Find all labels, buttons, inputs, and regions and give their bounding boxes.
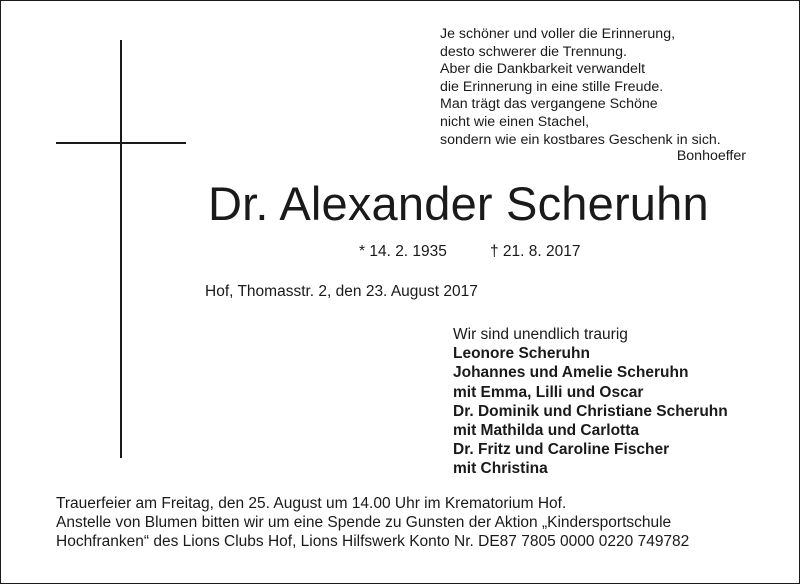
quote-block	[440, 26, 770, 149]
quote-line: nicht wie einen Stachel,	[440, 113, 590, 130]
mourner-line: Dr. Fritz und Caroline Fischer	[453, 441, 670, 459]
quote-line: die Erinnerung in eine stille Freude.	[440, 78, 664, 95]
quote-line: Je schöner und voller die Erinnerung,	[440, 26, 676, 42]
birth-date: * 14. 2. 1935	[359, 243, 447, 260]
mourner-line: Dr. Dominik und Christiane Scheruhn	[453, 402, 728, 420]
mourner-line: mit Mathilda und Carlotta	[453, 422, 639, 440]
funeral-info: Trauerfeier am Freitag, den 25. August um 14.00 Uhr im Krematorium Hof.	[56, 495, 567, 512]
donation-info: Anstelle von Blumen bitten wir um eine Spende zu Gunsten der Aktion „Kindersportschule	[56, 514, 672, 532]
footer-block	[56, 494, 776, 552]
quote-author: Bonhoeffer	[676, 148, 746, 164]
quote-line: sondern wie ein kostbares Geschenk in sich.	[440, 131, 721, 148]
cross-icon	[120, 40, 122, 458]
quote-line: Aber die Dankbarkeit verwandelt	[440, 61, 646, 78]
mourner-line: mit Christina	[453, 460, 548, 478]
mourners-block	[453, 325, 728, 479]
donation-account: Hochfranken“ des Lions Clubs Hof, Lions Hilfswerk Konto Nr. DE87 7805 0000 0220 749782	[56, 533, 690, 551]
quote-line: desto schwerer die Trennung.	[440, 43, 627, 60]
mourners-intro: Wir sind unendlich traurig	[453, 326, 628, 343]
mourner-line: mit Emma, Lilli und Oscar	[453, 383, 644, 401]
death-date: † 21. 8. 2017	[490, 243, 581, 260]
quote-line: Man trägt das vergangene Schöne	[440, 96, 658, 113]
deceased-name: Dr. Alexander Scheruhn	[208, 177, 709, 230]
mourner-line: Johannes und Amelie Scheruhn	[453, 364, 689, 382]
cross-icon-bar	[56, 142, 186, 144]
place-and-date: Hof, Thomasstr. 2, den 23. August 2017	[205, 283, 478, 300]
mourner-line: Leonore Scheruhn	[453, 345, 590, 363]
